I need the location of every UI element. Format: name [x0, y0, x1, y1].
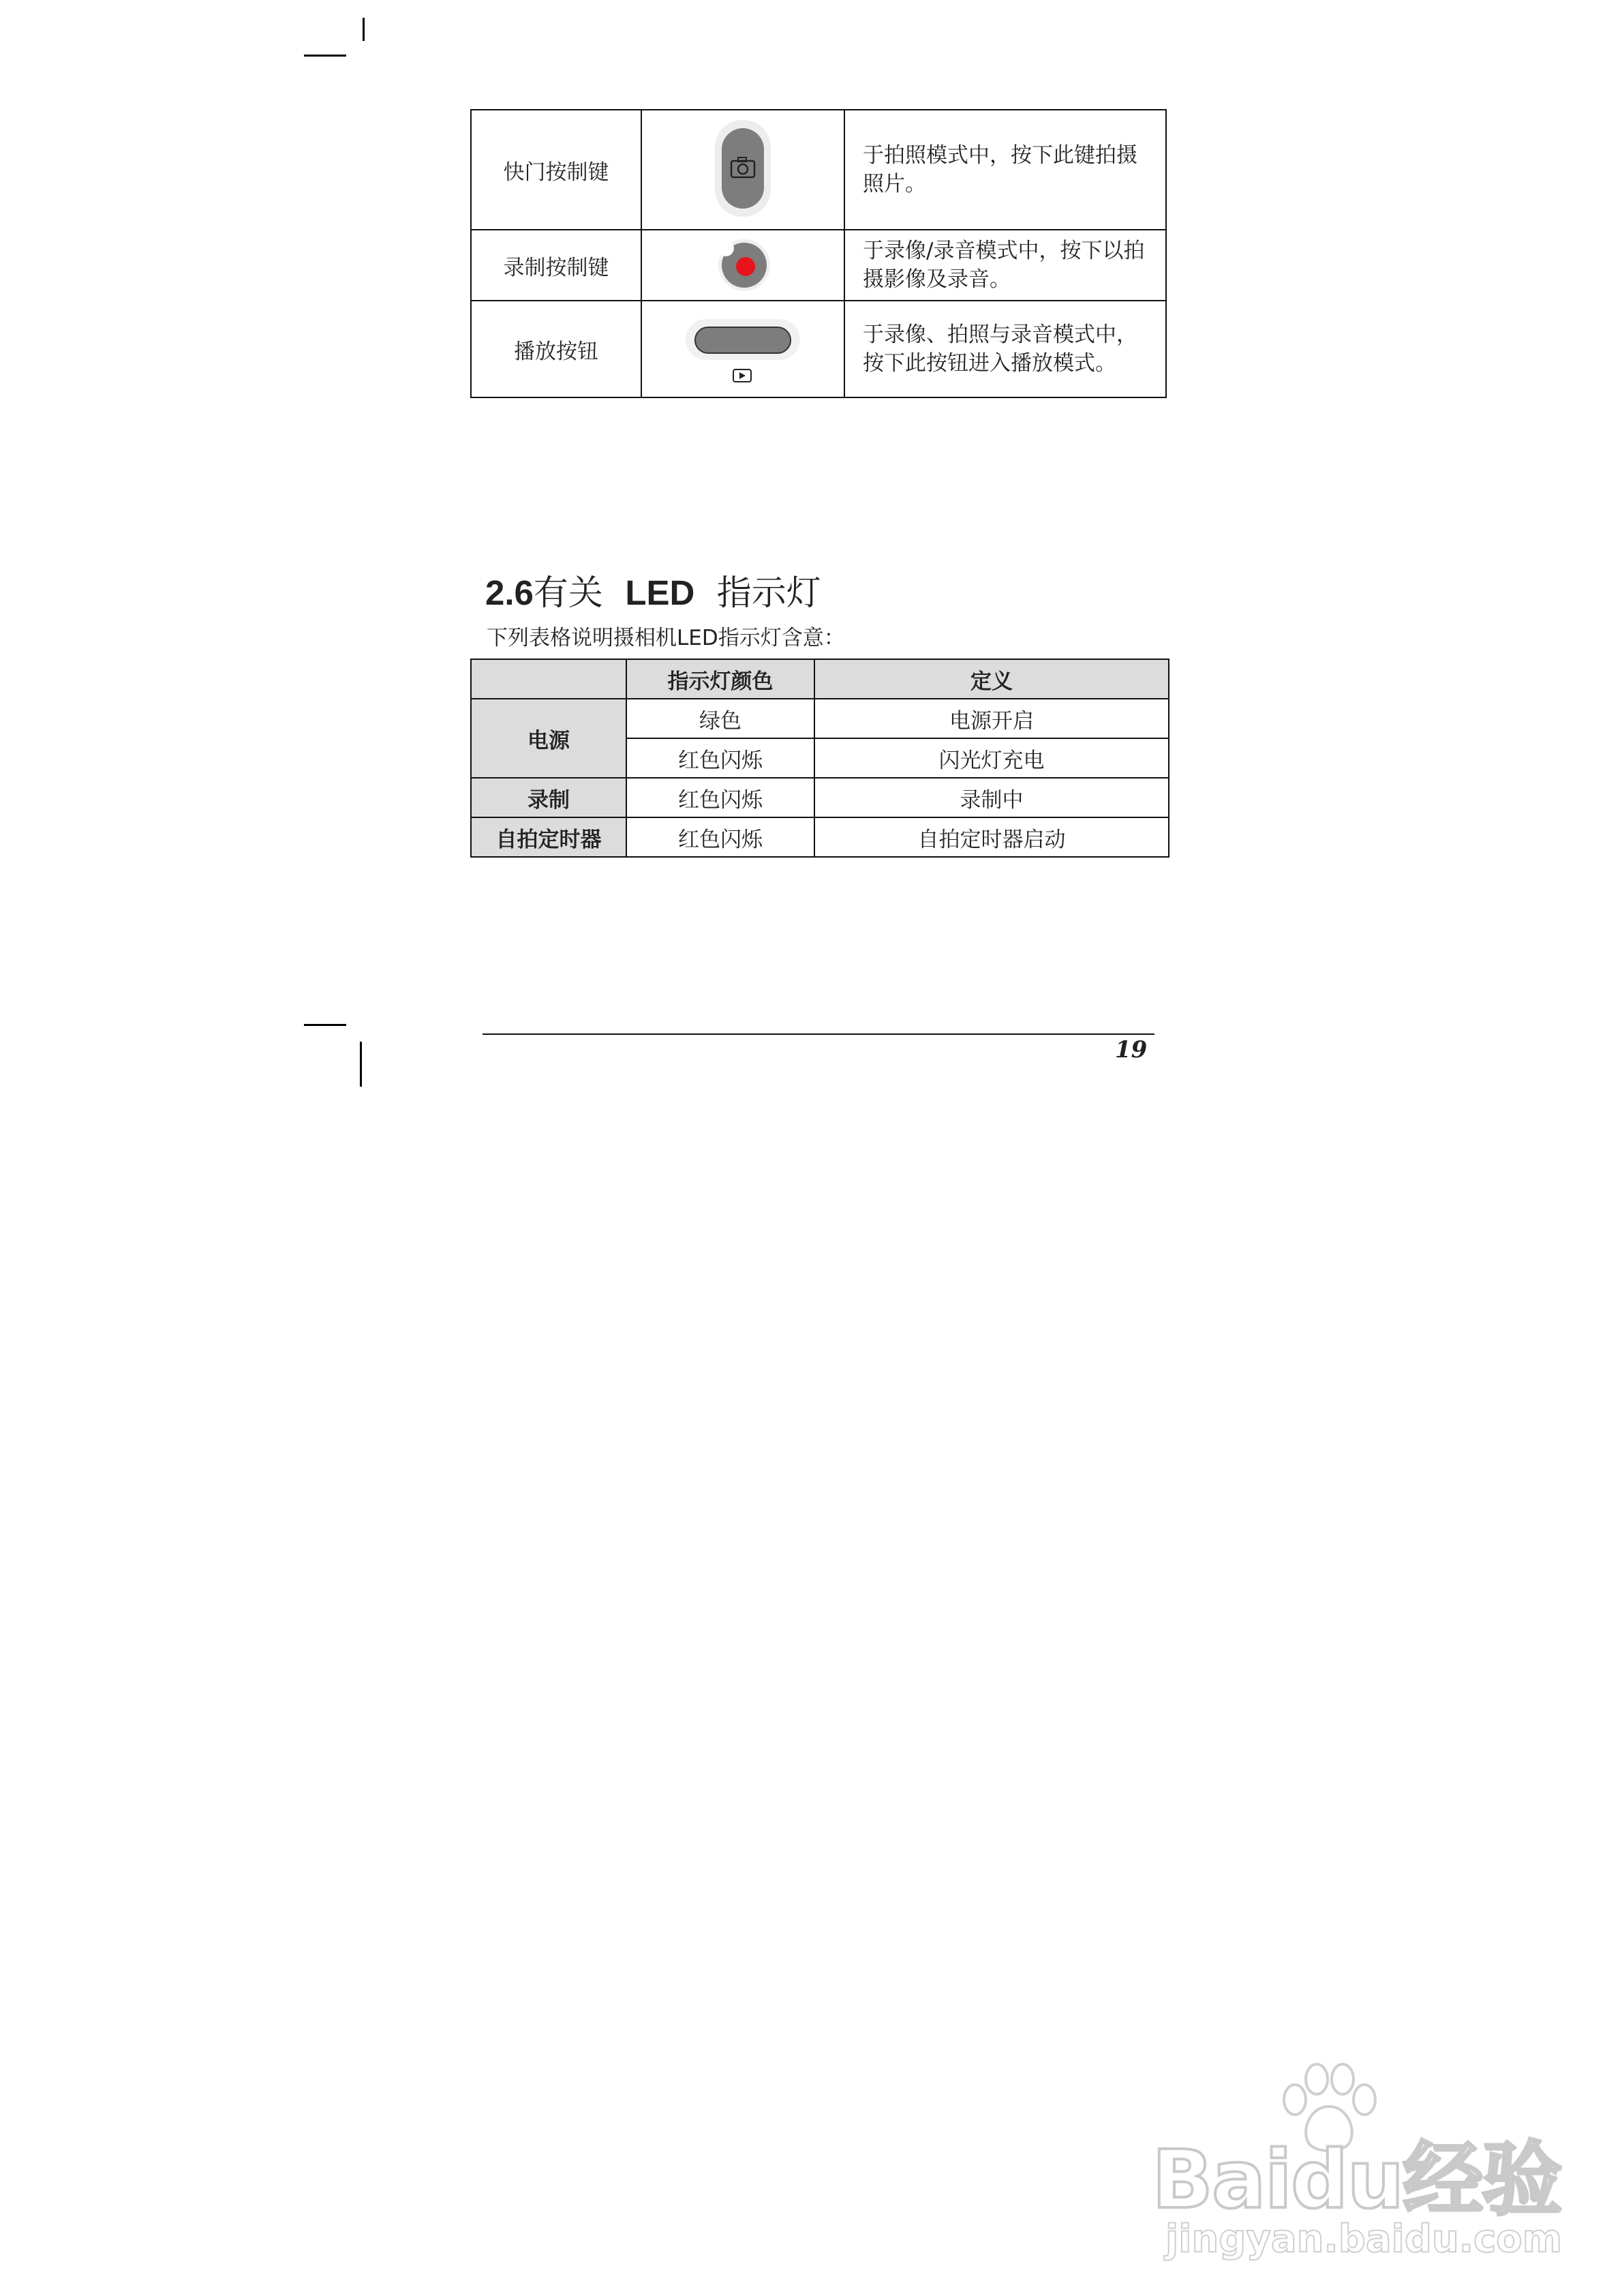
led-definition: 电源开启 [814, 699, 1169, 738]
led-color: 红色闪烁 [626, 778, 814, 817]
table-row [471, 230, 1166, 301]
led-definition: 闪光灯充电 [814, 738, 1169, 778]
table-row [471, 699, 1169, 738]
column-header: 指示灯颜色 [626, 659, 814, 699]
shutter-button-image [641, 110, 844, 230]
row-label: 录制 [471, 778, 626, 817]
button-description: 于拍照模式中，按下此键拍摄照片。 [844, 110, 1166, 230]
row-label: 自拍定时器 [471, 817, 626, 857]
button-name: 快门按制键 [471, 110, 641, 230]
playback-icon [682, 305, 804, 390]
section-title [485, 564, 821, 615]
table-row [471, 110, 1166, 230]
section-number: 2.6 [485, 573, 534, 612]
crop-mark-bottom-left-v [360, 1042, 362, 1087]
led-definition: 录制中 [814, 778, 1169, 817]
camera-shutter-icon [712, 117, 774, 220]
section-title-suffix: 指示灯 [716, 573, 821, 614]
watermark-site: jingyan.baidu.com [1165, 2217, 1563, 2261]
table-row [471, 301, 1166, 397]
footer-rule [483, 1033, 1154, 1035]
section-title-led: LED [625, 573, 695, 612]
led-color: 绿色 [626, 699, 814, 738]
led-color: 红色闪烁 [626, 738, 814, 778]
section-title-prefix: 有关 [533, 573, 603, 614]
crop-mark-bottom-left-h [304, 1024, 346, 1026]
led-definition: 自拍定时器启动 [814, 817, 1169, 857]
row-label: 电源 [471, 699, 626, 778]
baidu-watermark [1152, 2059, 1563, 2263]
crop-mark-top-left-h [304, 55, 346, 57]
table-row [471, 778, 1169, 817]
playback-button-image [641, 301, 844, 397]
record-dot-icon [712, 233, 774, 294]
button-name: 录制按制键 [471, 230, 641, 301]
led-indicator-table [470, 659, 1169, 858]
table-row [471, 817, 1169, 857]
button-description: 于录像、拍照与录音模式中，按下此按钮进入播放模式。 [844, 301, 1166, 397]
watermark-logo: Baidu经验 [1152, 2132, 1561, 2226]
page-number: 19 [1115, 1036, 1148, 1063]
table-header-row [471, 659, 1169, 699]
button-description-table [470, 109, 1167, 398]
led-color: 红色闪烁 [626, 817, 814, 857]
button-name: 播放按钮 [471, 301, 641, 397]
intro-text: 下列表格说明摄相机LED指示灯含意： [487, 626, 845, 650]
column-header: 定义 [814, 659, 1169, 699]
button-description: 于录像/录音模式中，按下以拍摄影像及录音。 [844, 230, 1166, 301]
crop-mark-top-left-v [363, 18, 365, 41]
column-header [471, 659, 626, 699]
record-button-image [641, 230, 844, 301]
